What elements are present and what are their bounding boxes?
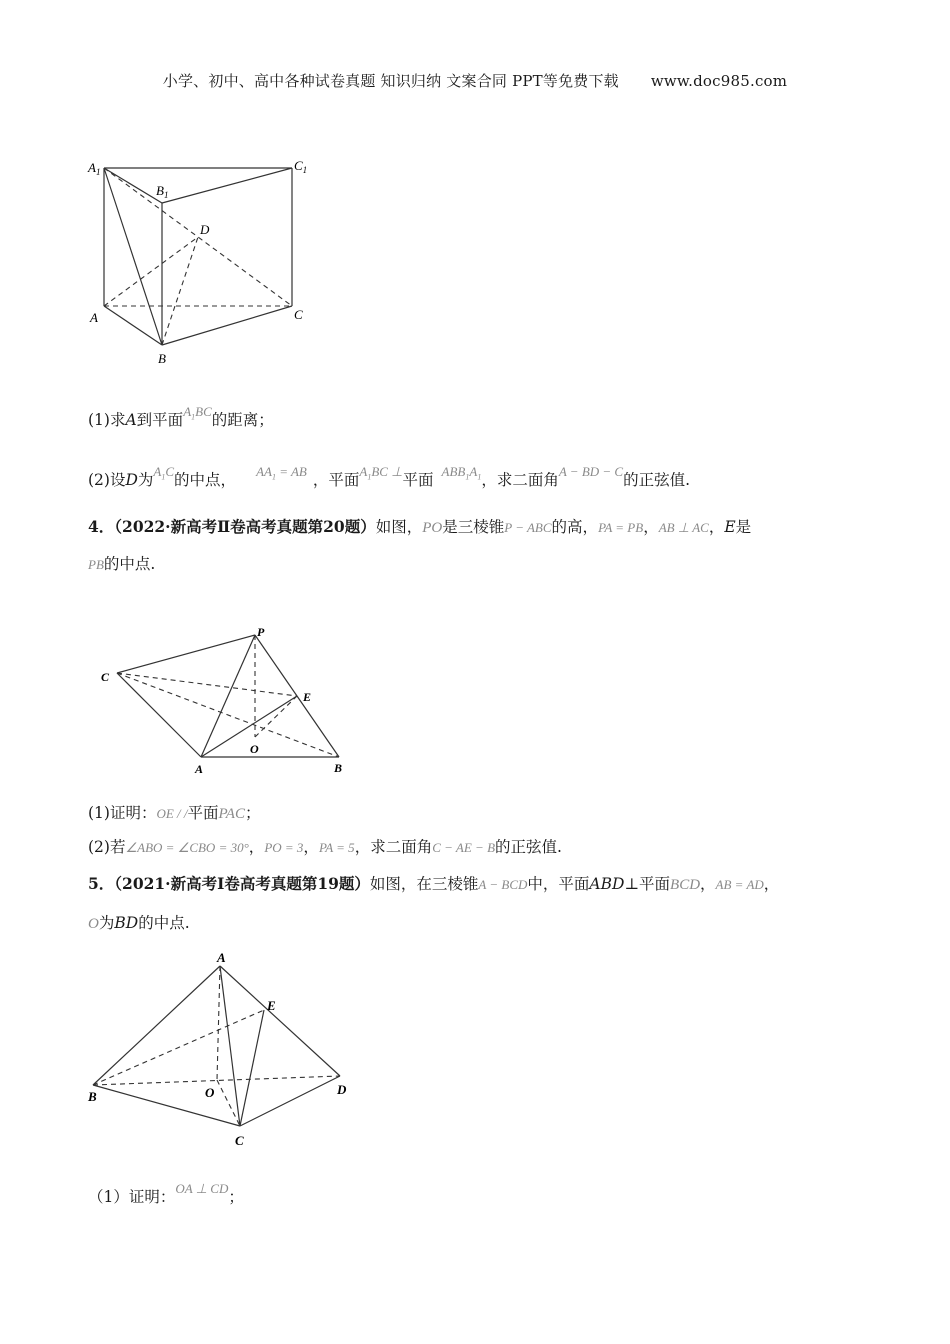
label-c1: $C_1$	[294, 158, 308, 175]
q5-part1: （1）证明：$^{OA \perp CD}$；	[88, 1181, 244, 1206]
label-b: B	[158, 351, 166, 366]
label-o: O	[205, 1085, 215, 1100]
label-b: B	[88, 1089, 97, 1104]
edge-bc	[93, 1085, 240, 1126]
q5-source: （2021·新高考Ⅰ卷高考真题第19题）	[114, 874, 370, 893]
edge-ab	[93, 966, 220, 1085]
label-p: P	[257, 625, 265, 639]
q4-source: （2022·新高考Ⅱ卷高考真题第20题）	[114, 517, 376, 536]
label-e: E	[303, 690, 312, 704]
edge-a1c-hidden	[104, 168, 292, 306]
edge-bc	[162, 306, 292, 345]
label-b1: $B_1$	[156, 183, 169, 200]
q5-stem-line2: O为BD的中点.	[88, 914, 190, 932]
edge-ce	[240, 1010, 264, 1126]
header-url[interactable]: www.doc985.com	[650, 72, 788, 90]
math-plane-a1bc: A1BC	[183, 404, 212, 422]
math-plane-a1bc-perp: A1BC ⊥	[359, 464, 403, 482]
edge-bd-hidden	[162, 237, 198, 345]
edge-bd-hidden	[93, 1076, 340, 1085]
q4-stem-line2: PB的中点.	[88, 555, 156, 573]
label-b: B	[334, 761, 343, 775]
label-o: O	[250, 742, 259, 756]
q4-stem-line1: 4．（2022·新高考Ⅱ卷高考真题第20题）如图，PO是三棱锥P − ABC的高，PA = PB，AB ⊥ AC，E是	[88, 517, 752, 536]
edge-cp	[117, 635, 255, 673]
figure-pyramid-abcd	[85, 948, 365, 1153]
q5-stem-line1: 5．（2021·新高考Ⅰ卷高考真题第19题）如图，在三棱锥A − BCD中，平面ABD⊥平面BCD，AB = AD，	[88, 874, 780, 893]
edge-a1b1	[104, 168, 162, 203]
q4-part1: (1)证明：OE / /平面PAC；	[88, 804, 261, 822]
edge-pa	[201, 635, 255, 757]
label-d: D	[200, 222, 210, 237]
edge-be-hidden	[93, 1010, 264, 1085]
edge-ad	[220, 966, 340, 1076]
q3-part2: (2)设D为$^{A_1C}$的中点， $^{AA_1 = AB}$ ，平面$^{A_1BC \perp}$平面 $^{ABB_1A_1}$，求二面角$^{A - BD - C}$的正弦值.	[88, 464, 691, 489]
math-aa1-eq-ab: AA1 = AB	[256, 464, 307, 482]
label-c: C	[235, 1133, 244, 1148]
label-d: D	[337, 1082, 347, 1097]
label-c: C	[101, 670, 110, 684]
label-e: E	[267, 998, 276, 1013]
edge-a1b	[104, 168, 162, 345]
edge-oe-hidden	[255, 696, 297, 737]
edge-ca	[117, 673, 201, 757]
label-a1: $A_1$	[88, 160, 101, 177]
edge-ac	[220, 966, 240, 1126]
label-a: A	[217, 950, 226, 965]
q4-part2: (2)若∠ABO = ∠CBO = 30°，PO = 3，PA = 5，求二面角C − AE − B的正弦值.	[88, 838, 562, 856]
edge-cb-hidden	[117, 673, 339, 757]
math-plane-abb1a1: ABB1A1	[441, 464, 482, 482]
edge-cd	[240, 1076, 340, 1126]
header-text: 小学、初中、高中各种试卷真题 知识归纳 文案合同 PPT等免费下载	[162, 72, 619, 90]
figure-prism	[80, 150, 320, 375]
edge-ae	[201, 696, 297, 757]
edge-ao-hidden	[217, 966, 220, 1080]
edge-ab	[104, 306, 162, 345]
math-a1c: A1C	[153, 464, 175, 482]
q3-part1: (1)求A到平面$^{A_1BC}$的距离；	[88, 404, 274, 429]
edge-b1c1	[162, 168, 292, 203]
figure-pyramid-pabc	[95, 625, 355, 775]
label-a: A	[195, 762, 204, 775]
page-header	[0, 70, 950, 91]
label-c: C	[294, 307, 303, 322]
label-a: A	[90, 310, 98, 325]
math-angle-a-bd-c: A − BD − C	[558, 464, 624, 479]
edge-ce-hidden	[117, 673, 297, 696]
edge-ad-hidden	[104, 237, 198, 306]
